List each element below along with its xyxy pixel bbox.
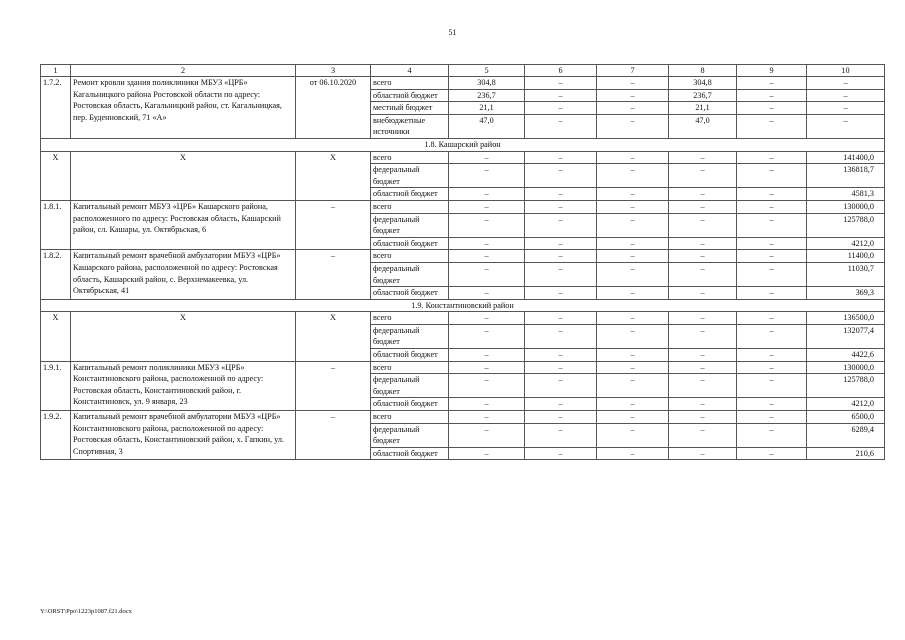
value-cell: 47,0	[449, 114, 525, 138]
value-cell: –	[737, 164, 807, 188]
funding-source: областной бюджет	[371, 398, 449, 411]
item-number: 1.8.1.	[41, 200, 71, 249]
value-cell: –	[449, 361, 525, 374]
item-date: Х	[296, 312, 371, 361]
value-cell: –	[669, 164, 737, 188]
item-name: Капитальный ремонт врачебной амбулатории МБУЗ «ЦРБ» Кашарского района, расположенной по адресу: Ростовская область, Кашарский район, с. Верхнемакеевка, ул. Октябрьская, 41	[71, 250, 296, 299]
value-cell: –	[525, 312, 597, 325]
value-cell: –	[525, 361, 597, 374]
value-cell: –	[807, 102, 885, 115]
value-cell: –	[597, 398, 669, 411]
value-cell: –	[525, 237, 597, 250]
col-header: 6	[525, 65, 597, 77]
value-cell: –	[597, 89, 669, 102]
col-header: 2	[71, 65, 296, 77]
value-cell: –	[449, 262, 525, 286]
value-cell: –	[669, 287, 737, 300]
footer-file-path: Y:\ORST\Ppo\1223p1087.f21.docx	[40, 608, 132, 615]
value-cell: –	[597, 447, 669, 460]
value-cell: –	[525, 374, 597, 398]
value-cell: –	[525, 89, 597, 102]
value-cell: –	[737, 200, 807, 213]
col-header: 5	[449, 65, 525, 77]
value-cell: 210,6	[807, 447, 885, 460]
value-cell: 4212,0	[807, 237, 885, 250]
value-cell: –	[669, 188, 737, 201]
value-cell: –	[597, 200, 669, 213]
value-cell: –	[669, 250, 737, 263]
funding-source: всего	[371, 361, 449, 374]
value-cell: 130000,0	[807, 200, 885, 213]
value-cell: –	[525, 250, 597, 263]
value-cell: –	[525, 447, 597, 460]
value-cell: –	[737, 374, 807, 398]
value-cell: –	[737, 213, 807, 237]
value-cell: 6289,4	[807, 423, 885, 447]
value-cell: –	[449, 164, 525, 188]
value-cell: 369,3	[807, 287, 885, 300]
funding-source: федеральный бюджет	[371, 423, 449, 447]
value-cell: –	[737, 188, 807, 201]
funding-source: областной бюджет	[371, 287, 449, 300]
value-cell: –	[525, 213, 597, 237]
value-cell: –	[449, 398, 525, 411]
value-cell: –	[737, 287, 807, 300]
section-title: 1.8. Кашарский район	[41, 138, 885, 151]
value-cell: 4422,6	[807, 349, 885, 362]
value-cell: –	[449, 151, 525, 164]
value-cell: –	[669, 374, 737, 398]
funding-source: федеральный бюджет	[371, 374, 449, 398]
value-cell: –	[525, 349, 597, 362]
section-row	[41, 299, 885, 312]
item-name: Х	[71, 312, 296, 361]
value-cell: –	[597, 423, 669, 447]
value-cell: –	[737, 237, 807, 250]
value-cell: –	[669, 151, 737, 164]
value-cell: –	[449, 237, 525, 250]
value-cell: –	[597, 250, 669, 263]
value-cell: 130000,0	[807, 361, 885, 374]
item-name: Капитальный ремонт врачебной амбулатории МБУЗ «ЦРБ» Константиновского района, расположенной по адресу: Ростовская область, Константиновский район, х. Гапкин, ул. Спортивная, 3	[71, 411, 296, 460]
value-cell: –	[525, 188, 597, 201]
item-date: Х	[296, 151, 371, 200]
value-cell: –	[525, 114, 597, 138]
value-cell: –	[737, 398, 807, 411]
item-number: 1.9.2.	[41, 411, 71, 460]
value-cell: –	[669, 324, 737, 348]
item-number: Х	[41, 151, 71, 200]
table-row	[41, 77, 885, 90]
value-cell: –	[807, 77, 885, 90]
value-cell: –	[737, 324, 807, 348]
value-cell: –	[669, 200, 737, 213]
value-cell: –	[669, 411, 737, 424]
item-number: Х	[41, 312, 71, 361]
value-cell: –	[597, 164, 669, 188]
value-cell: 21,1	[449, 102, 525, 115]
value-cell: 4212,0	[807, 398, 885, 411]
funding-source: всего	[371, 200, 449, 213]
value-cell: –	[449, 312, 525, 325]
value-cell: –	[737, 423, 807, 447]
section-row	[41, 138, 885, 151]
value-cell: –	[737, 447, 807, 460]
value-cell: –	[597, 312, 669, 325]
value-cell: –	[449, 188, 525, 201]
value-cell: 47,0	[669, 114, 737, 138]
value-cell: –	[669, 349, 737, 362]
value-cell: –	[737, 349, 807, 362]
value-cell: –	[525, 77, 597, 90]
value-cell: 125788,0	[807, 374, 885, 398]
value-cell: –	[669, 447, 737, 460]
value-cell: –	[597, 374, 669, 398]
funding-source: внебюджетные источники	[371, 114, 449, 138]
value-cell: 21,1	[669, 102, 737, 115]
item-date: –	[296, 361, 371, 410]
funding-source: федеральный бюджет	[371, 324, 449, 348]
value-cell: –	[737, 77, 807, 90]
value-cell: –	[525, 411, 597, 424]
value-cell: –	[597, 237, 669, 250]
value-cell: –	[597, 213, 669, 237]
value-cell: 132077,4	[807, 324, 885, 348]
value-cell: –	[525, 151, 597, 164]
funding-source: областной бюджет	[371, 447, 449, 460]
funding-source: всего	[371, 312, 449, 325]
item-number: 1.7.2.	[41, 77, 71, 139]
table-row	[41, 250, 885, 263]
funding-source: областной бюджет	[371, 237, 449, 250]
value-cell: –	[449, 213, 525, 237]
value-cell: –	[449, 423, 525, 447]
table-row	[41, 361, 885, 374]
funding-source: всего	[371, 151, 449, 164]
col-header: 4	[371, 65, 449, 77]
value-cell: –	[669, 213, 737, 237]
item-date: –	[296, 250, 371, 299]
value-cell: –	[669, 361, 737, 374]
budget-table	[40, 64, 885, 460]
table-row	[41, 411, 885, 424]
funding-source: федеральный бюджет	[371, 213, 449, 237]
value-cell: –	[669, 262, 737, 286]
col-header: 3	[296, 65, 371, 77]
value-cell: –	[737, 250, 807, 263]
value-cell: 11030,7	[807, 262, 885, 286]
col-header: 7	[597, 65, 669, 77]
value-cell: –	[525, 423, 597, 447]
value-cell: –	[525, 102, 597, 115]
value-cell: –	[449, 374, 525, 398]
item-name: Капитальный ремонт МБУЗ «ЦРБ» Кашарского района, расположенного по адресу: Ростовская область, Кашарский район, сл. Кашары, ул. Октябрьская, 6	[71, 200, 296, 249]
value-cell: –	[597, 262, 669, 286]
value-cell: –	[449, 287, 525, 300]
col-header: 8	[669, 65, 737, 77]
value-cell: –	[597, 349, 669, 362]
item-date: –	[296, 411, 371, 460]
value-cell: –	[597, 151, 669, 164]
value-cell: 6500,0	[807, 411, 885, 424]
value-cell: –	[449, 324, 525, 348]
funding-source: всего	[371, 411, 449, 424]
funding-source: федеральный бюджет	[371, 164, 449, 188]
item-name: Капитальный ремонт поликлиники МБУЗ «ЦРБ» Константиновского района, расположенной по адресу: Ростовская область, Константиновский район, г. Константиновск, ул. 9 января, 23	[71, 361, 296, 410]
item-number: 1.8.2.	[41, 250, 71, 299]
value-cell: –	[737, 151, 807, 164]
value-cell: –	[737, 89, 807, 102]
item-name: Х	[71, 151, 296, 200]
value-cell: –	[737, 114, 807, 138]
table-row	[41, 151, 885, 164]
table-body	[41, 65, 885, 460]
section-title: 1.9. Константиновский район	[41, 299, 885, 312]
value-cell: –	[597, 324, 669, 348]
table-row	[41, 200, 885, 213]
value-cell: –	[737, 102, 807, 115]
value-cell: –	[737, 312, 807, 325]
value-cell: –	[669, 237, 737, 250]
table-row	[41, 312, 885, 325]
value-cell: –	[807, 114, 885, 138]
value-cell: –	[449, 447, 525, 460]
value-cell: –	[525, 398, 597, 411]
item-date: от 06.10.2020	[296, 77, 371, 139]
value-cell: 236,7	[669, 89, 737, 102]
funding-source: местный бюджет	[371, 102, 449, 115]
value-cell: 4581,3	[807, 188, 885, 201]
value-cell: –	[525, 164, 597, 188]
value-cell: –	[597, 287, 669, 300]
value-cell: –	[525, 200, 597, 213]
value-cell: 136500,0	[807, 312, 885, 325]
value-cell: 236,7	[449, 89, 525, 102]
value-cell: 136818,7	[807, 164, 885, 188]
value-cell: –	[597, 361, 669, 374]
value-cell: –	[597, 114, 669, 138]
funding-source: областной бюджет	[371, 89, 449, 102]
value-cell: 125788,0	[807, 213, 885, 237]
value-cell: 304,8	[449, 77, 525, 90]
value-cell: –	[737, 262, 807, 286]
value-cell: –	[597, 411, 669, 424]
value-cell: –	[669, 423, 737, 447]
value-cell: –	[597, 77, 669, 90]
value-cell: –	[597, 102, 669, 115]
value-cell: –	[669, 398, 737, 411]
value-cell: –	[669, 312, 737, 325]
value-cell: –	[449, 250, 525, 263]
value-cell: –	[737, 411, 807, 424]
value-cell: –	[449, 411, 525, 424]
value-cell: 141400,0	[807, 151, 885, 164]
funding-source: всего	[371, 77, 449, 90]
value-cell: 11400,0	[807, 250, 885, 263]
funding-source: всего	[371, 250, 449, 263]
value-cell: –	[597, 188, 669, 201]
value-cell: –	[525, 324, 597, 348]
value-cell: –	[737, 361, 807, 374]
page-number: 51	[448, 28, 457, 37]
funding-source: областной бюджет	[371, 349, 449, 362]
value-cell: –	[807, 89, 885, 102]
col-header: 9	[737, 65, 807, 77]
column-number-row	[41, 65, 885, 77]
item-number: 1.9.1.	[41, 361, 71, 410]
col-header: 10	[807, 65, 885, 77]
value-cell: 304,8	[669, 77, 737, 90]
item-date: –	[296, 200, 371, 249]
item-name: Ремонт кровли здания поликлиники МБУЗ «ЦРБ» Кагальницкого района Ростовской области по адресу: Ростовская область, Кагальницкий район, ст. Кагальницкая, пер. Буденновский, 71 «А»	[71, 77, 296, 139]
col-header: 1	[41, 65, 71, 77]
value-cell: –	[525, 287, 597, 300]
value-cell: –	[525, 262, 597, 286]
value-cell: –	[449, 349, 525, 362]
funding-source: областной бюджет	[371, 188, 449, 201]
funding-source: федеральный бюджет	[371, 262, 449, 286]
value-cell: –	[449, 200, 525, 213]
